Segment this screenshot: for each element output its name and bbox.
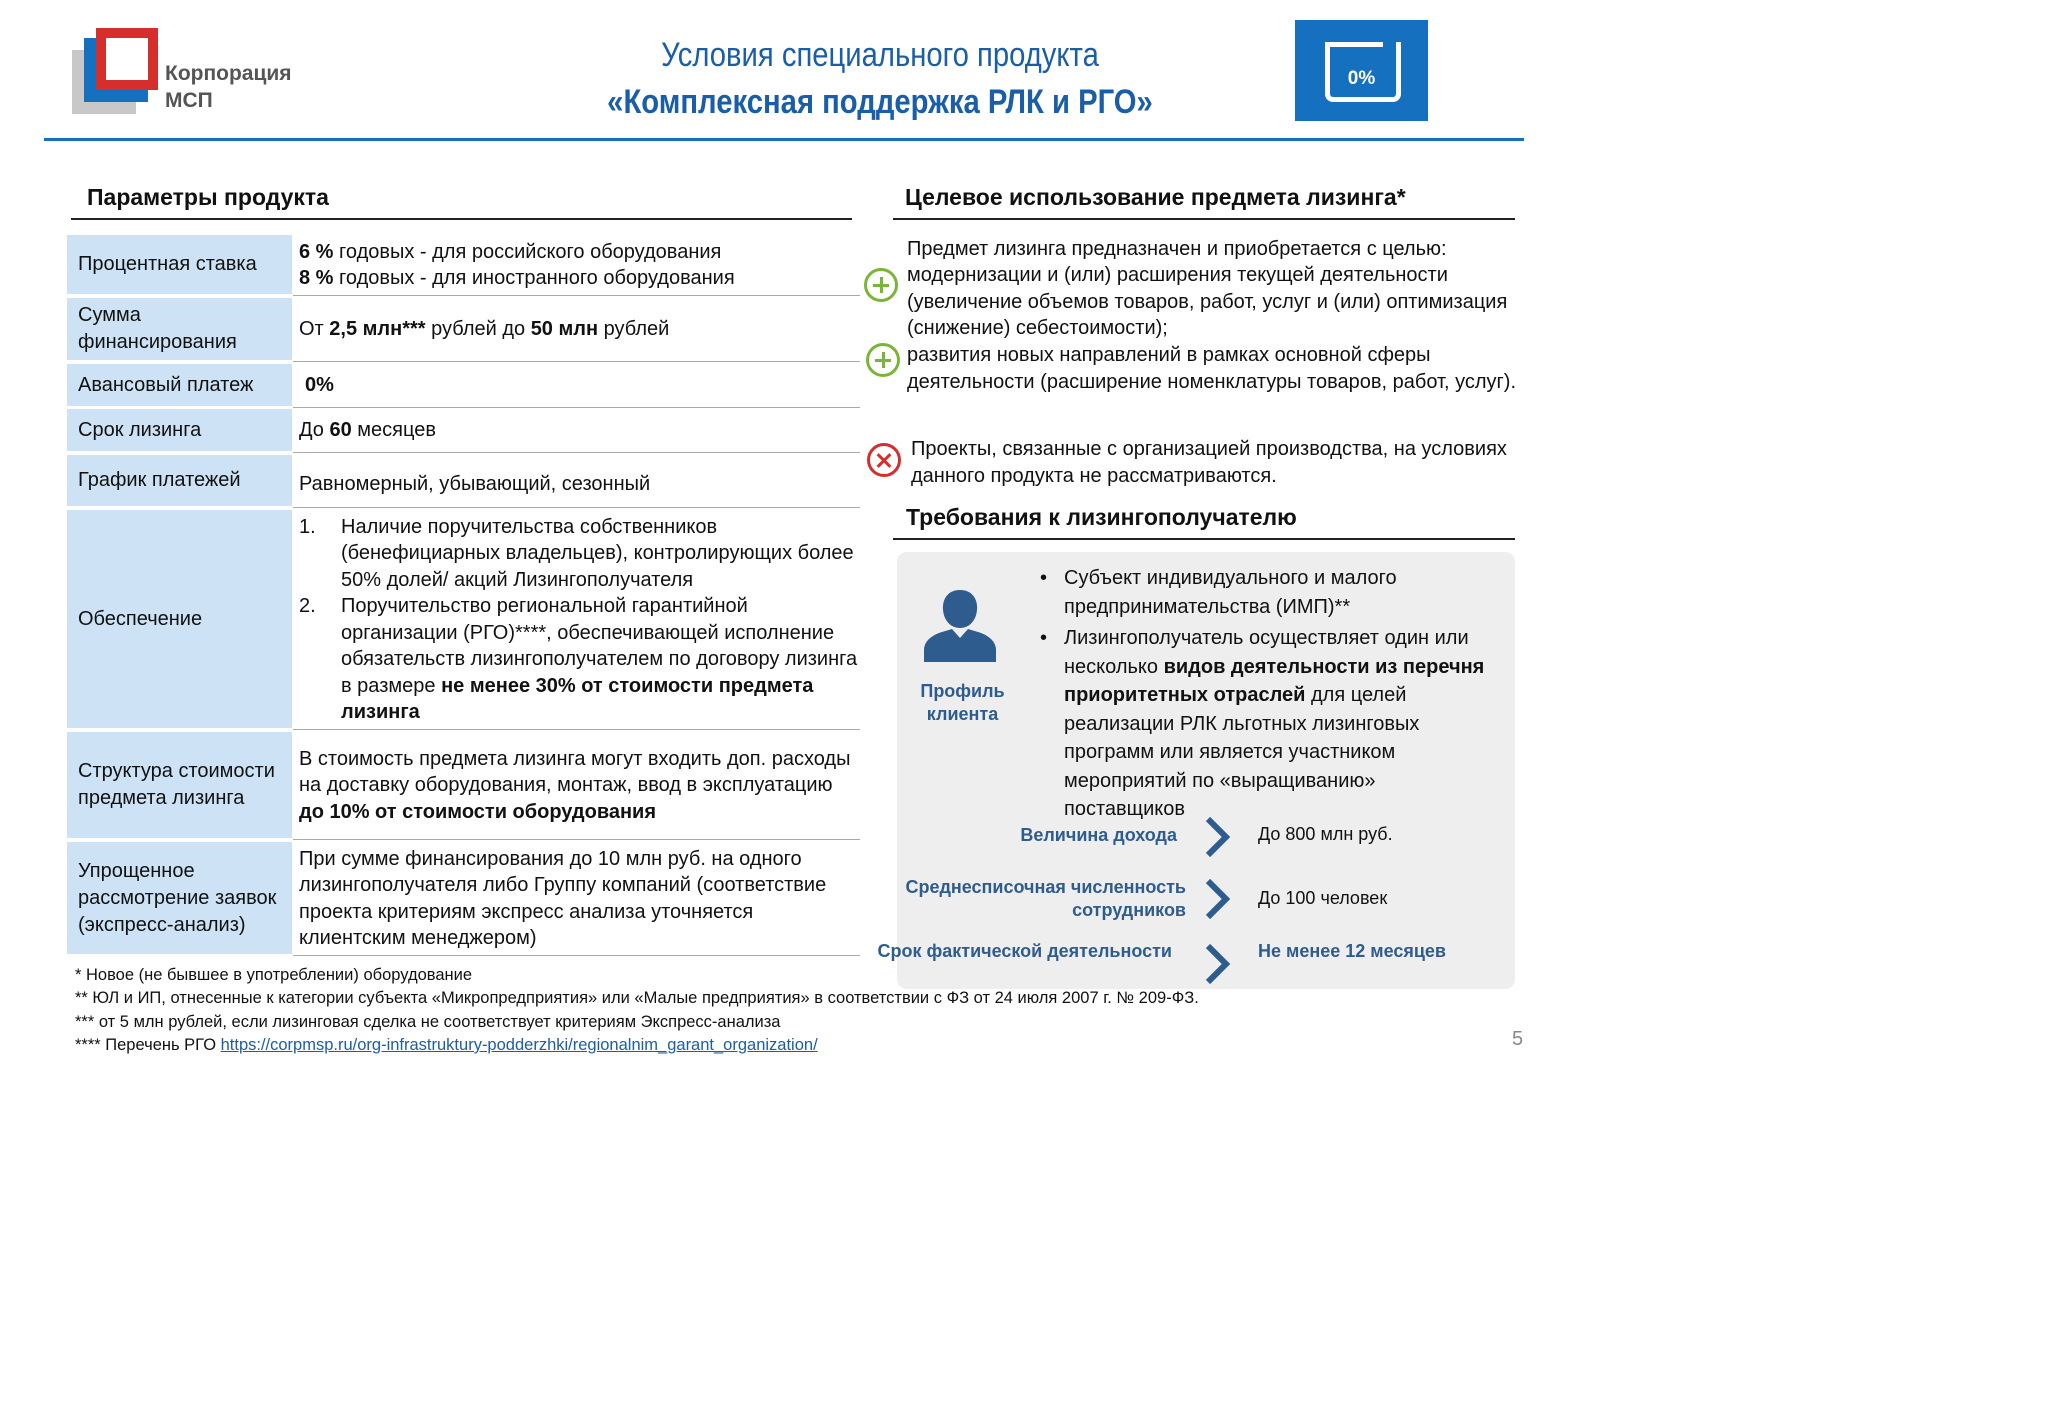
page-number: 5 <box>1512 1028 1524 1050</box>
logo-text <box>165 60 292 114</box>
security-item-2: 2. Поручительство региональной гарантийной организации (РГО)****, обеспечивающей исполнение обязательств лизингополучателем по договору лизинга в размере не менее 30% от стоимости предмета лизинга <box>299 595 858 723</box>
footnote-3: *** от 5 млн рублей, если лизинговая сделка не соответствует критериям Экспресс-анализа <box>75 1012 781 1031</box>
plus-icon <box>864 268 898 302</box>
usage-item-2: развития новых направлений в рамках основной сферы деятельности (расширение номенклатуры товаров, работ, услуг). <box>907 344 1517 393</box>
footnote-1: * Новое (не бывшее в употреблении) оборудование <box>75 966 473 984</box>
advance-value: 0% <box>293 364 860 408</box>
schedule-label: График платежей <box>67 455 292 506</box>
chevron-right-icon <box>1198 877 1238 921</box>
requirements-list <box>1040 564 1500 827</box>
rate-value: 6 % годовых - для российского оборудования 8 % годовых - для иностранного оборудования <box>293 235 860 296</box>
footnote-2: ** ЮЛ и ИП, отнесенные к категории субъекта «Микропредприятия» или «Малые предприятия» в соответствии с ФЗ от 24 июля 2007 г. № 209-ФЗ. <box>75 989 1199 1008</box>
advance-label: Авансовый платеж <box>67 364 292 406</box>
page-title-line1: Условия специального продукта <box>661 36 1099 74</box>
rate-label: Процентная ставка <box>67 235 292 294</box>
security-item-1: 1. Наличие поручительства собственников (бенефициарных владельцев), контролирующих более 50% долей/ акций Лизингополучателя <box>299 515 854 591</box>
express-value: При сумме финансирования до 10 млн руб. на одного лизингополучателя либо Группу компаний (соответствие проекта критериям экспресс анализа уточняется клиентским менеджером) <box>293 842 860 956</box>
requirements-title: Требования к лизингополучателю <box>893 504 1515 540</box>
metric-staff-label: Среднесписочная численность сотрудников <box>905 877 1186 920</box>
usage-excluded: Проекты, связанные с организацией производства, на условиях данного продукта не рассматриваются. <box>911 438 1507 487</box>
requirement-bullet-1: • Субъект индивидуального и малого предпринимательства (ИМП)** <box>1040 567 1397 618</box>
security-value <box>293 510 860 730</box>
usage-title: Целевое использование предмета лизинга* <box>893 184 1515 220</box>
zero-percent-badge <box>1295 20 1428 121</box>
usage-intro: Предмет лизинга предназначен и приобретается с целью: <box>907 238 1447 260</box>
metric-income-value: До 800 млн руб. <box>1258 824 1393 844</box>
chevron-right-icon <box>1198 815 1238 859</box>
term-value: До 60 месяцев <box>293 409 860 453</box>
person-icon <box>920 586 1000 662</box>
amount-value: От 2,5 млн*** рублей до 50 млн рублей <box>293 298 860 362</box>
logo-line1: Корпорация <box>165 62 292 85</box>
chevron-right-icon <box>1198 942 1238 986</box>
plus-icon <box>866 343 900 377</box>
metric-activity-value: Не менее 12 месяцев <box>1258 941 1446 961</box>
requirement-bullet-2: • Лизингополучатель осуществляет один или несколько видов деятельности из перечня приоритетных отраслей для целей реализации РЛК льготных лизинговых программ или является участником мероприятий по «выращиванию» поставщиков <box>1040 627 1485 820</box>
rgo-list-link[interactable]: https://corpmsp.ru/org-infrastruktury-podderzhki/regionalnim_garant_organization/ <box>220 1035 818 1054</box>
structure-value: В стоимость предмета лизинга могут входить доп. расходы на доставку оборудования, монтаж, ввод в эксплуатацию до 10% от стоимости оборудования <box>293 732 860 840</box>
structure-label: Структура стоимости предмета лизинга <box>67 732 292 838</box>
profile-label: Профиль клиента <box>920 681 1005 724</box>
metric-staff-value: До 100 человек <box>1258 888 1388 908</box>
metric-income-label: Величина дохода <box>1020 825 1177 845</box>
metric-activity-label: Срок фактической деятельности <box>877 941 1172 961</box>
express-label: Упрощенное рассмотрение заявок (экспресс-анализ) <box>67 842 292 954</box>
term-label: Срок лизинга <box>67 409 292 451</box>
badge-text: 0% <box>1347 68 1376 89</box>
amount-label: Сумма финансирования <box>67 298 292 360</box>
cross-icon <box>867 443 901 477</box>
usage-item-1: модернизации и (или) расширения текущей деятельности (увеличение объемов товаров, работ, услуг и (или) оптимизация (снижение) себестоимости); <box>907 264 1508 339</box>
params-title: Параметры продукта <box>71 184 852 220</box>
footnotes <box>75 964 1199 1057</box>
security-label: Обеспечение <box>67 510 292 728</box>
corporation-logo-icon <box>72 28 158 114</box>
page-title-line2: «Комплексная поддержка РЛК и РГО» <box>607 83 1153 121</box>
schedule-value: Равномерный, убывающий, сезонный <box>293 455 860 508</box>
footnote-4: **** Перечень РГО https://corpmsp.ru/org-infrastruktury-podderzhki/regionalnim_garant_organization/ <box>75 1035 818 1054</box>
logo-line2: МСП <box>165 89 213 112</box>
header-divider <box>44 138 1524 141</box>
